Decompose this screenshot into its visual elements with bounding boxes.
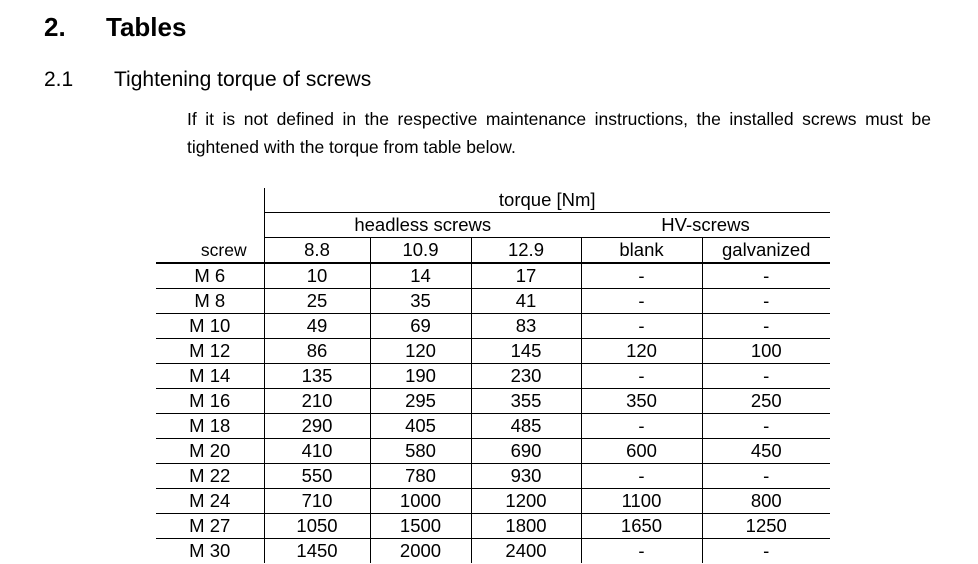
torque-12-9-cell: 930: [471, 464, 581, 489]
torque-hv-galvanized-cell: -: [702, 539, 830, 564]
screw-size-cell: M 10: [156, 314, 264, 339]
subsection-heading: [44, 68, 371, 92]
torque-hv-blank-cell: 1650: [581, 514, 702, 539]
column-header-8-8: 8.8: [264, 238, 370, 264]
table-row: [156, 439, 830, 464]
torque-12-9-cell: 17: [471, 263, 581, 289]
screw-size-cell: M 20: [156, 439, 264, 464]
torque-10-9-cell: 2000: [370, 539, 471, 564]
screw-size-cell: M 30: [189, 540, 231, 561]
intro-paragraph: If it is not defined in the respective maintenance instructions, the installed screws must be tightened with the torque from table below.: [187, 109, 931, 157]
torque-12-9-cell: 355: [471, 389, 581, 414]
torque-hv-blank-cell: -: [581, 414, 702, 439]
torque-hv-blank-cell: -: [581, 464, 702, 489]
screw-size-cell: M 27: [156, 514, 264, 539]
torque-hv-galvanized-cell: -: [702, 314, 830, 339]
table-row: [156, 314, 830, 339]
torque-8-8-cell: 290: [264, 414, 370, 439]
torque-10-9-cell: 14: [370, 263, 471, 289]
torque-8-8-cell: 710: [264, 489, 370, 514]
table-row: [156, 339, 830, 364]
torque-hv-galvanized-cell: -: [702, 364, 830, 389]
screw-size-cell: M 12: [156, 339, 264, 364]
torque-hv-blank-cell: -: [581, 289, 702, 314]
torque-8-8-cell: 1050: [264, 514, 370, 539]
section-title: Tables: [106, 12, 187, 42]
torque-12-9-cell: 2400: [471, 539, 581, 564]
table-row: [156, 389, 830, 414]
torque-8-8-cell: 25: [264, 289, 370, 314]
table-row: [156, 289, 830, 314]
torque-12-9-cell: 83: [471, 314, 581, 339]
torque-12-9-cell: 1800: [471, 514, 581, 539]
subsection-title: Tightening torque of screws: [114, 68, 372, 91]
torque-hv-blank-cell: 600: [581, 439, 702, 464]
screw-size-cell: M 16: [156, 389, 264, 414]
torque-8-8-cell: 210: [264, 389, 370, 414]
torque-8-8-cell: 10: [264, 263, 370, 289]
headless-screws-header: headless screws: [264, 213, 581, 238]
screw-size-cell: M 14: [156, 364, 264, 389]
torque-hv-blank-cell: -: [581, 539, 702, 564]
column-header-galvanized: galvanized: [702, 238, 830, 264]
screw-size-cell: M 22: [156, 464, 264, 489]
torque-12-9-cell: 41: [471, 289, 581, 314]
table-row: [156, 464, 830, 489]
hv-screws-header: HV-screws: [581, 213, 830, 238]
torque-12-9-cell: 485: [471, 414, 581, 439]
torque-10-9-cell: 120: [370, 339, 471, 364]
section-heading: [44, 12, 186, 43]
torque-hv-blank-cell: 1100: [581, 489, 702, 514]
screw-size-cell: M 24: [156, 489, 264, 514]
screw-size-cell: M 18: [156, 414, 264, 439]
torque-10-9-cell: 1500: [370, 514, 471, 539]
torque-hv-galvanized-cell: 100: [702, 339, 830, 364]
section-number: 2.: [44, 12, 66, 42]
torque-hv-galvanized-cell: 450: [702, 439, 830, 464]
torque-8-8-cell: 135: [264, 364, 370, 389]
torque-8-8-cell: 1450: [264, 539, 370, 564]
table-row: [156, 539, 830, 564]
screw-size-cell: M 6: [156, 263, 264, 289]
torque-header: torque [Nm]: [264, 188, 830, 213]
table-row: [156, 414, 830, 439]
torque-10-9-cell: 780: [370, 464, 471, 489]
torque-hv-blank-cell: -: [581, 263, 702, 289]
table-row: [156, 263, 830, 289]
table-row: [156, 364, 830, 389]
torque-10-9-cell: 580: [370, 439, 471, 464]
torque-table: [156, 188, 830, 563]
torque-8-8-cell: 550: [264, 464, 370, 489]
torque-8-8-cell: 49: [264, 314, 370, 339]
torque-8-8-cell: 86: [264, 339, 370, 364]
torque-10-9-cell: 405: [370, 414, 471, 439]
table-row: [156, 514, 830, 539]
torque-hv-blank-cell: -: [581, 364, 702, 389]
torque-hv-galvanized-cell: 1250: [702, 514, 830, 539]
torque-12-9-cell: 1200: [471, 489, 581, 514]
torque-hv-galvanized-cell: -: [702, 263, 830, 289]
torque-8-8-cell: 410: [264, 439, 370, 464]
torque-10-9-cell: 1000: [370, 489, 471, 514]
torque-hv-galvanized-cell: -: [702, 464, 830, 489]
torque-10-9-cell: 190: [370, 364, 471, 389]
column-header-12-9: 12.9: [471, 238, 581, 264]
torque-12-9-cell: 690: [471, 439, 581, 464]
torque-hv-blank-cell: -: [581, 314, 702, 339]
torque-12-9-cell: 145: [471, 339, 581, 364]
torque-12-9-cell: 230: [471, 364, 581, 389]
torque-hv-galvanized-cell: 250: [702, 389, 830, 414]
screw-column-header: screw: [156, 188, 264, 263]
torque-10-9-cell: 295: [370, 389, 471, 414]
torque-hv-galvanized-cell: -: [702, 289, 830, 314]
table-row: [156, 489, 830, 514]
torque-hv-blank-cell: 120: [581, 339, 702, 364]
torque-hv-galvanized-cell: -: [702, 414, 830, 439]
torque-10-9-cell: 69: [370, 314, 471, 339]
column-header-blank: blank: [581, 238, 702, 264]
torque-hv-blank-cell: 350: [581, 389, 702, 414]
subsection-number: 2.1: [44, 68, 74, 91]
torque-10-9-cell: 35: [370, 289, 471, 314]
column-header-10-9: 10.9: [370, 238, 471, 264]
torque-hv-galvanized-cell: 800: [702, 489, 830, 514]
screw-size-cell: M 8: [156, 289, 264, 314]
table-header-row-torque: [156, 188, 830, 213]
